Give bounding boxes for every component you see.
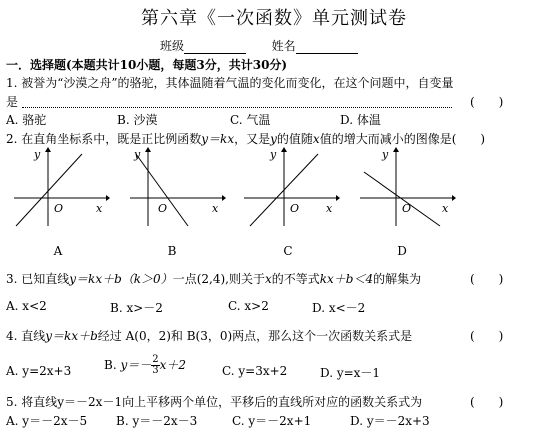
q4-optb-y: y＝－ [120, 358, 152, 372]
class-blank [184, 41, 246, 54]
graph-b-label: B [167, 244, 177, 258]
x-label: x [96, 202, 103, 215]
x-arrow-icon [336, 195, 340, 201]
origin-label: O [402, 202, 412, 215]
section-heading: 一．选择题(本题共计10小题，每题3分，共计30分) [6, 58, 288, 72]
q2-post: 值的增大而减小的图像是( ) [319, 132, 486, 146]
y-arrow-icon [145, 147, 151, 152]
q2-x: x [312, 132, 320, 146]
q2-y: y [270, 132, 277, 146]
graph-d [356, 146, 456, 228]
q1-prefix: 是 [6, 95, 19, 109]
q4-answer-paren: ( ) [470, 329, 504, 343]
graph-b [126, 146, 226, 228]
q3-ineq: kx＋b＜4 [319, 272, 374, 286]
q4-optb-fraction [151, 355, 159, 376]
q4-optb-den: 3 [152, 365, 159, 376]
q3-option-b: B. x>－2 [110, 301, 163, 315]
q3-stem [6, 270, 421, 287]
q4-stem [6, 327, 412, 344]
y-arrow-icon [45, 147, 51, 152]
q5-answer-paren: ( ) [470, 395, 504, 409]
y-arrow-icon [281, 147, 287, 152]
origin-label: O [158, 202, 168, 215]
y-label: y [270, 148, 277, 161]
q1-line2 [6, 93, 452, 110]
page-title: 第六章《一次函数》单元测试卷 [141, 8, 407, 29]
q4-func: y＝kx＋b [45, 329, 98, 343]
q4-option-c: C. y=3x+2 [222, 364, 288, 378]
class-label: 班级 [160, 39, 185, 53]
q1-answer-paren: ( ) [470, 95, 504, 109]
q3-option-c: C. x>2 [228, 299, 269, 313]
q3-pre: 3. 已知直线 [6, 272, 70, 286]
class-name-row [160, 37, 358, 54]
graph-c-label: C [283, 244, 293, 258]
q3-post: 的解集为 [373, 272, 422, 286]
origin-label: O [290, 202, 300, 215]
q4-optb-post: x＋2 [159, 358, 187, 372]
q5-option-b: B. y＝－2x－3 [116, 414, 198, 428]
q2-pre: 2. 在直角坐标系中，既是正比例函数 [6, 132, 202, 146]
graph-d-label: D [397, 244, 407, 258]
q1-line1: 1. 被誉为“沙漠之舟”的骆驼，其体温随着气温的变化而变化，在这个问题中，自变量 [6, 76, 454, 90]
q2-func: y＝kx [201, 132, 235, 146]
x-label: x [212, 202, 219, 215]
q4-option-d: D. y=x－1 [320, 366, 381, 380]
x-arrow-icon [222, 195, 226, 201]
line-graph [364, 172, 440, 226]
x-label: x [326, 202, 333, 215]
line-graph [16, 154, 82, 226]
x-label: x [442, 202, 449, 215]
q4-optb-pre: B. [104, 358, 117, 372]
q5-option-d: D. y＝－2x+3 [350, 414, 430, 428]
line-graph [136, 154, 188, 226]
q4-pre: 4. 直线 [6, 329, 46, 343]
q3-option-a: A. x<2 [6, 299, 47, 313]
q4-option-b [104, 355, 186, 376]
q2-mid: ，又是 [234, 132, 271, 146]
q5-stem: 5. 将直线y＝－2x－1向上平移两个单位，平移后的直线所对应的函数关系式为 [6, 395, 423, 409]
q4-option-a: A. y=2x+3 [6, 364, 72, 378]
q3-answer-paren: ( ) [470, 272, 504, 286]
q1-option-c: C. 气温 [230, 113, 271, 127]
x-arrow-icon [452, 195, 456, 201]
y-label: y [382, 148, 389, 161]
graph-a-label: A [53, 244, 63, 258]
y-label: y [134, 148, 141, 161]
q5-option-a: A. y＝－2x－5 [6, 414, 88, 428]
q1-option-b: B. 沙漠 [117, 113, 158, 127]
q2-mid2: 的值随 [276, 132, 313, 146]
name-label: 姓名 [271, 39, 296, 53]
q3-x: x [264, 272, 272, 286]
graph-a [10, 146, 110, 228]
q1-option-d: D. 体温 [340, 113, 381, 127]
q3-func: y＝kx＋b（k＞0） [69, 272, 173, 286]
y-label: y [34, 148, 41, 161]
name-blank [296, 41, 358, 54]
graph-c [240, 146, 340, 228]
y-arrow-icon [393, 147, 399, 152]
q2-stem [6, 130, 485, 147]
q5-option-c: C. y＝－2x+1 [232, 414, 312, 428]
q3-mid: 一点(2,4),则关于 [172, 272, 265, 286]
origin-label: O [54, 202, 64, 215]
q1-option-a: A. 骆驼 [6, 113, 47, 127]
x-arrow-icon [106, 195, 110, 201]
q1-dotted-blank [22, 98, 452, 108]
q3-option-d: D. x<－2 [312, 301, 366, 315]
q3-mid2: 的不等式 [271, 272, 320, 286]
q4-post: 经过 A(0，2)和 B(3，0)两点，那么这个一次函数关系式是 [97, 329, 413, 343]
q4-optb-num: 2 [152, 354, 159, 365]
